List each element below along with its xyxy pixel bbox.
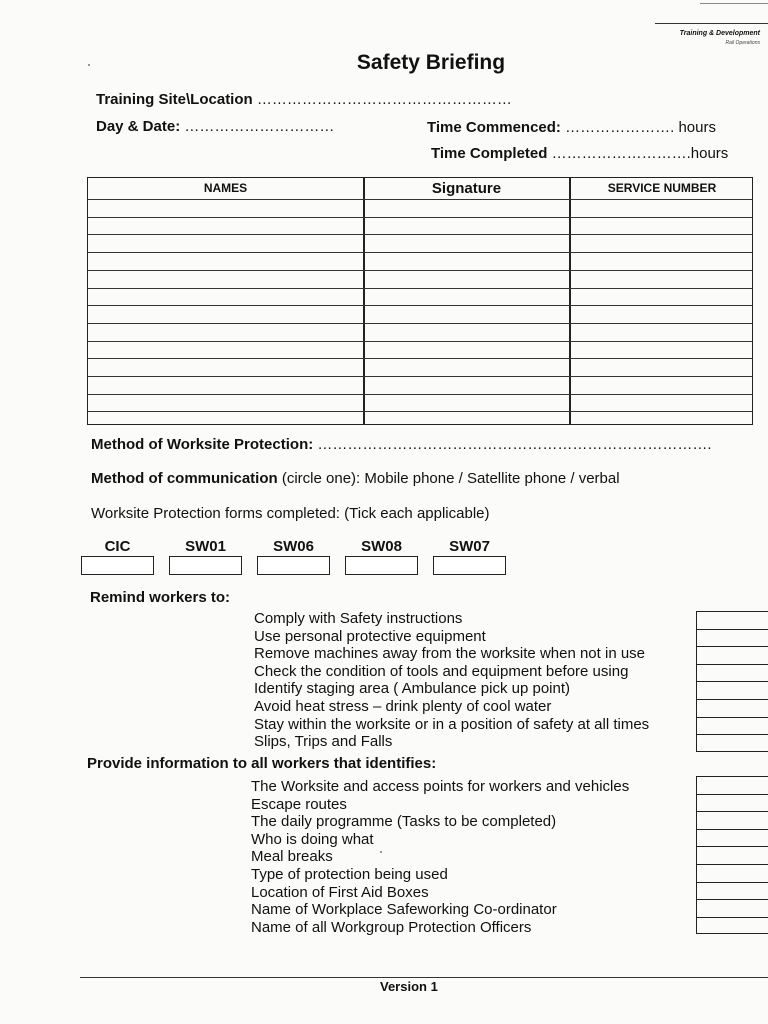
remind-checkbox[interactable] (697, 734, 768, 752)
protection-method-label: Method of Worksite Protection: (91, 436, 314, 453)
provide-item: The Worksite and access points for workers and vehicles (251, 778, 630, 795)
forms-completed-text: Worksite Protection forms completed: (Tick each applicable) (91, 505, 490, 522)
remind-item: Identify staging area ( Ambulance pick up point) (254, 680, 571, 698)
remind-item: Stay within the worksite or in a position of safety at all times (254, 715, 650, 733)
scan-edge-line (700, 3, 768, 4)
time-commenced-field[interactable] (427, 119, 716, 136)
provide-checkbox[interactable] (697, 899, 768, 917)
time-completed-label: Time Completed (431, 145, 548, 162)
table-row[interactable] (88, 252, 752, 253)
site-label: Training Site\Location (96, 91, 253, 108)
remind-item: Avoid heat stress – drink plenty of cool water (254, 698, 552, 715)
form-checkbox-sw06[interactable] (257, 556, 330, 575)
version-label: Version 1 (380, 979, 438, 994)
remind-checkbox[interactable] (697, 699, 768, 717)
time-commenced-label: Time Commenced: (427, 119, 561, 136)
remind-checkbox[interactable] (697, 629, 768, 647)
provide-item: Meal breaks (251, 848, 333, 866)
header-rule (655, 23, 768, 24)
table-row[interactable] (88, 341, 752, 342)
table-row[interactable] (88, 394, 752, 395)
table-row[interactable] (88, 323, 752, 324)
page-title: Safety Briefing (356, 51, 506, 74)
scan-speck (380, 851, 382, 853)
table-divider (363, 178, 365, 424)
brand-label: Training & Development (679, 30, 760, 37)
remind-item: Comply with Safety instructions (254, 610, 463, 627)
footer-rule (80, 977, 768, 978)
remind-checkbox[interactable] (697, 717, 768, 735)
form-checkbox-cic[interactable] (81, 556, 154, 575)
time-commenced-unit: hours (678, 119, 716, 136)
provide-item: Location of First Aid Boxes (251, 883, 429, 901)
provide-heading: Provide information to all workers that identifies: (87, 755, 437, 772)
site-field[interactable] (96, 91, 512, 108)
form-label-sw08: SW08 (361, 538, 402, 555)
communication-options: Mobile phone / Satellite phone / verbal (364, 470, 620, 487)
time-commenced-dots: …………………. (565, 119, 675, 136)
provide-item: Name of all Workgroup Protection Officers (251, 918, 532, 936)
column-header-names: NAMES (203, 181, 248, 195)
column-header-service-number: SERVICE NUMBER (607, 181, 717, 195)
day-date-field[interactable] (96, 118, 334, 135)
table-divider (569, 178, 571, 424)
table-row[interactable] (88, 270, 752, 271)
protection-method-field[interactable] (91, 436, 712, 453)
time-completed-dots: ………………………. (551, 145, 691, 162)
remind-item: Use personal protective equipment (254, 627, 486, 645)
brand-sublabel: Rail Operations (725, 40, 760, 46)
provide-checkbox[interactable] (697, 811, 768, 829)
site-dots: …………………………………………… (256, 91, 512, 108)
protection-method-dots: ……………………………………………………………………. (317, 436, 712, 453)
remind-checkbox-column (696, 611, 768, 752)
communication-instruction: (circle one): (281, 470, 361, 487)
table-row[interactable] (88, 288, 752, 289)
remind-heading: Remind workers to: (90, 589, 231, 606)
table-row[interactable] (88, 358, 752, 359)
provide-checkbox[interactable] (697, 829, 768, 847)
provide-item: Escape routes (251, 795, 347, 813)
remind-checkbox[interactable] (697, 646, 768, 664)
communication-label: Method of communication (91, 470, 278, 487)
provide-checkbox[interactable] (697, 882, 768, 900)
scan-speck (88, 64, 90, 66)
provide-checkbox[interactable] (697, 794, 768, 812)
provide-checkbox-column (696, 776, 768, 934)
form-label-sw07: SW07 (449, 538, 490, 555)
form-label-sw06: SW06 (273, 538, 314, 555)
communication-field[interactable] (91, 470, 620, 487)
remind-item: Slips, Trips and Falls (254, 733, 393, 751)
table-row[interactable] (88, 376, 752, 377)
column-header-signature: Signature (431, 180, 502, 197)
provide-checkbox[interactable] (697, 864, 768, 882)
remind-checkbox[interactable] (697, 664, 768, 682)
provide-item: Who is doing what (251, 830, 374, 848)
table-row[interactable] (88, 234, 752, 235)
provide-checkbox[interactable] (697, 917, 768, 935)
provide-checkbox[interactable] (697, 776, 768, 794)
provide-item: The daily programme (Tasks to be completed) (251, 813, 557, 831)
provide-checkbox[interactable] (697, 846, 768, 864)
remind-item: Remove machines away from the worksite when not in use (254, 645, 646, 663)
day-date-dots: ………………………… (184, 118, 335, 135)
time-completed-field[interactable] (431, 145, 728, 162)
table-row[interactable] (88, 411, 752, 412)
form-checkbox-sw01[interactable] (169, 556, 242, 575)
time-completed-unit: hours (690, 145, 729, 162)
form-label-sw01: SW01 (185, 538, 226, 555)
table-row[interactable] (88, 305, 752, 306)
remind-checkbox[interactable] (697, 611, 768, 629)
form-checkbox-sw07[interactable] (433, 556, 506, 575)
form-checkbox-sw08[interactable] (345, 556, 418, 575)
provide-item: Name of Workplace Safeworking Co-ordinator (251, 901, 557, 919)
form-label-cic: CIC (104, 538, 131, 555)
remind-item: Check the condition of tools and equipment before using (254, 662, 629, 680)
day-date-label: Day & Date: (96, 118, 181, 135)
remind-checkbox[interactable] (697, 681, 768, 699)
signin-table (87, 177, 753, 425)
table-row[interactable] (88, 199, 752, 200)
provide-item: Type of protection being used (251, 866, 448, 883)
table-row[interactable] (88, 217, 752, 218)
